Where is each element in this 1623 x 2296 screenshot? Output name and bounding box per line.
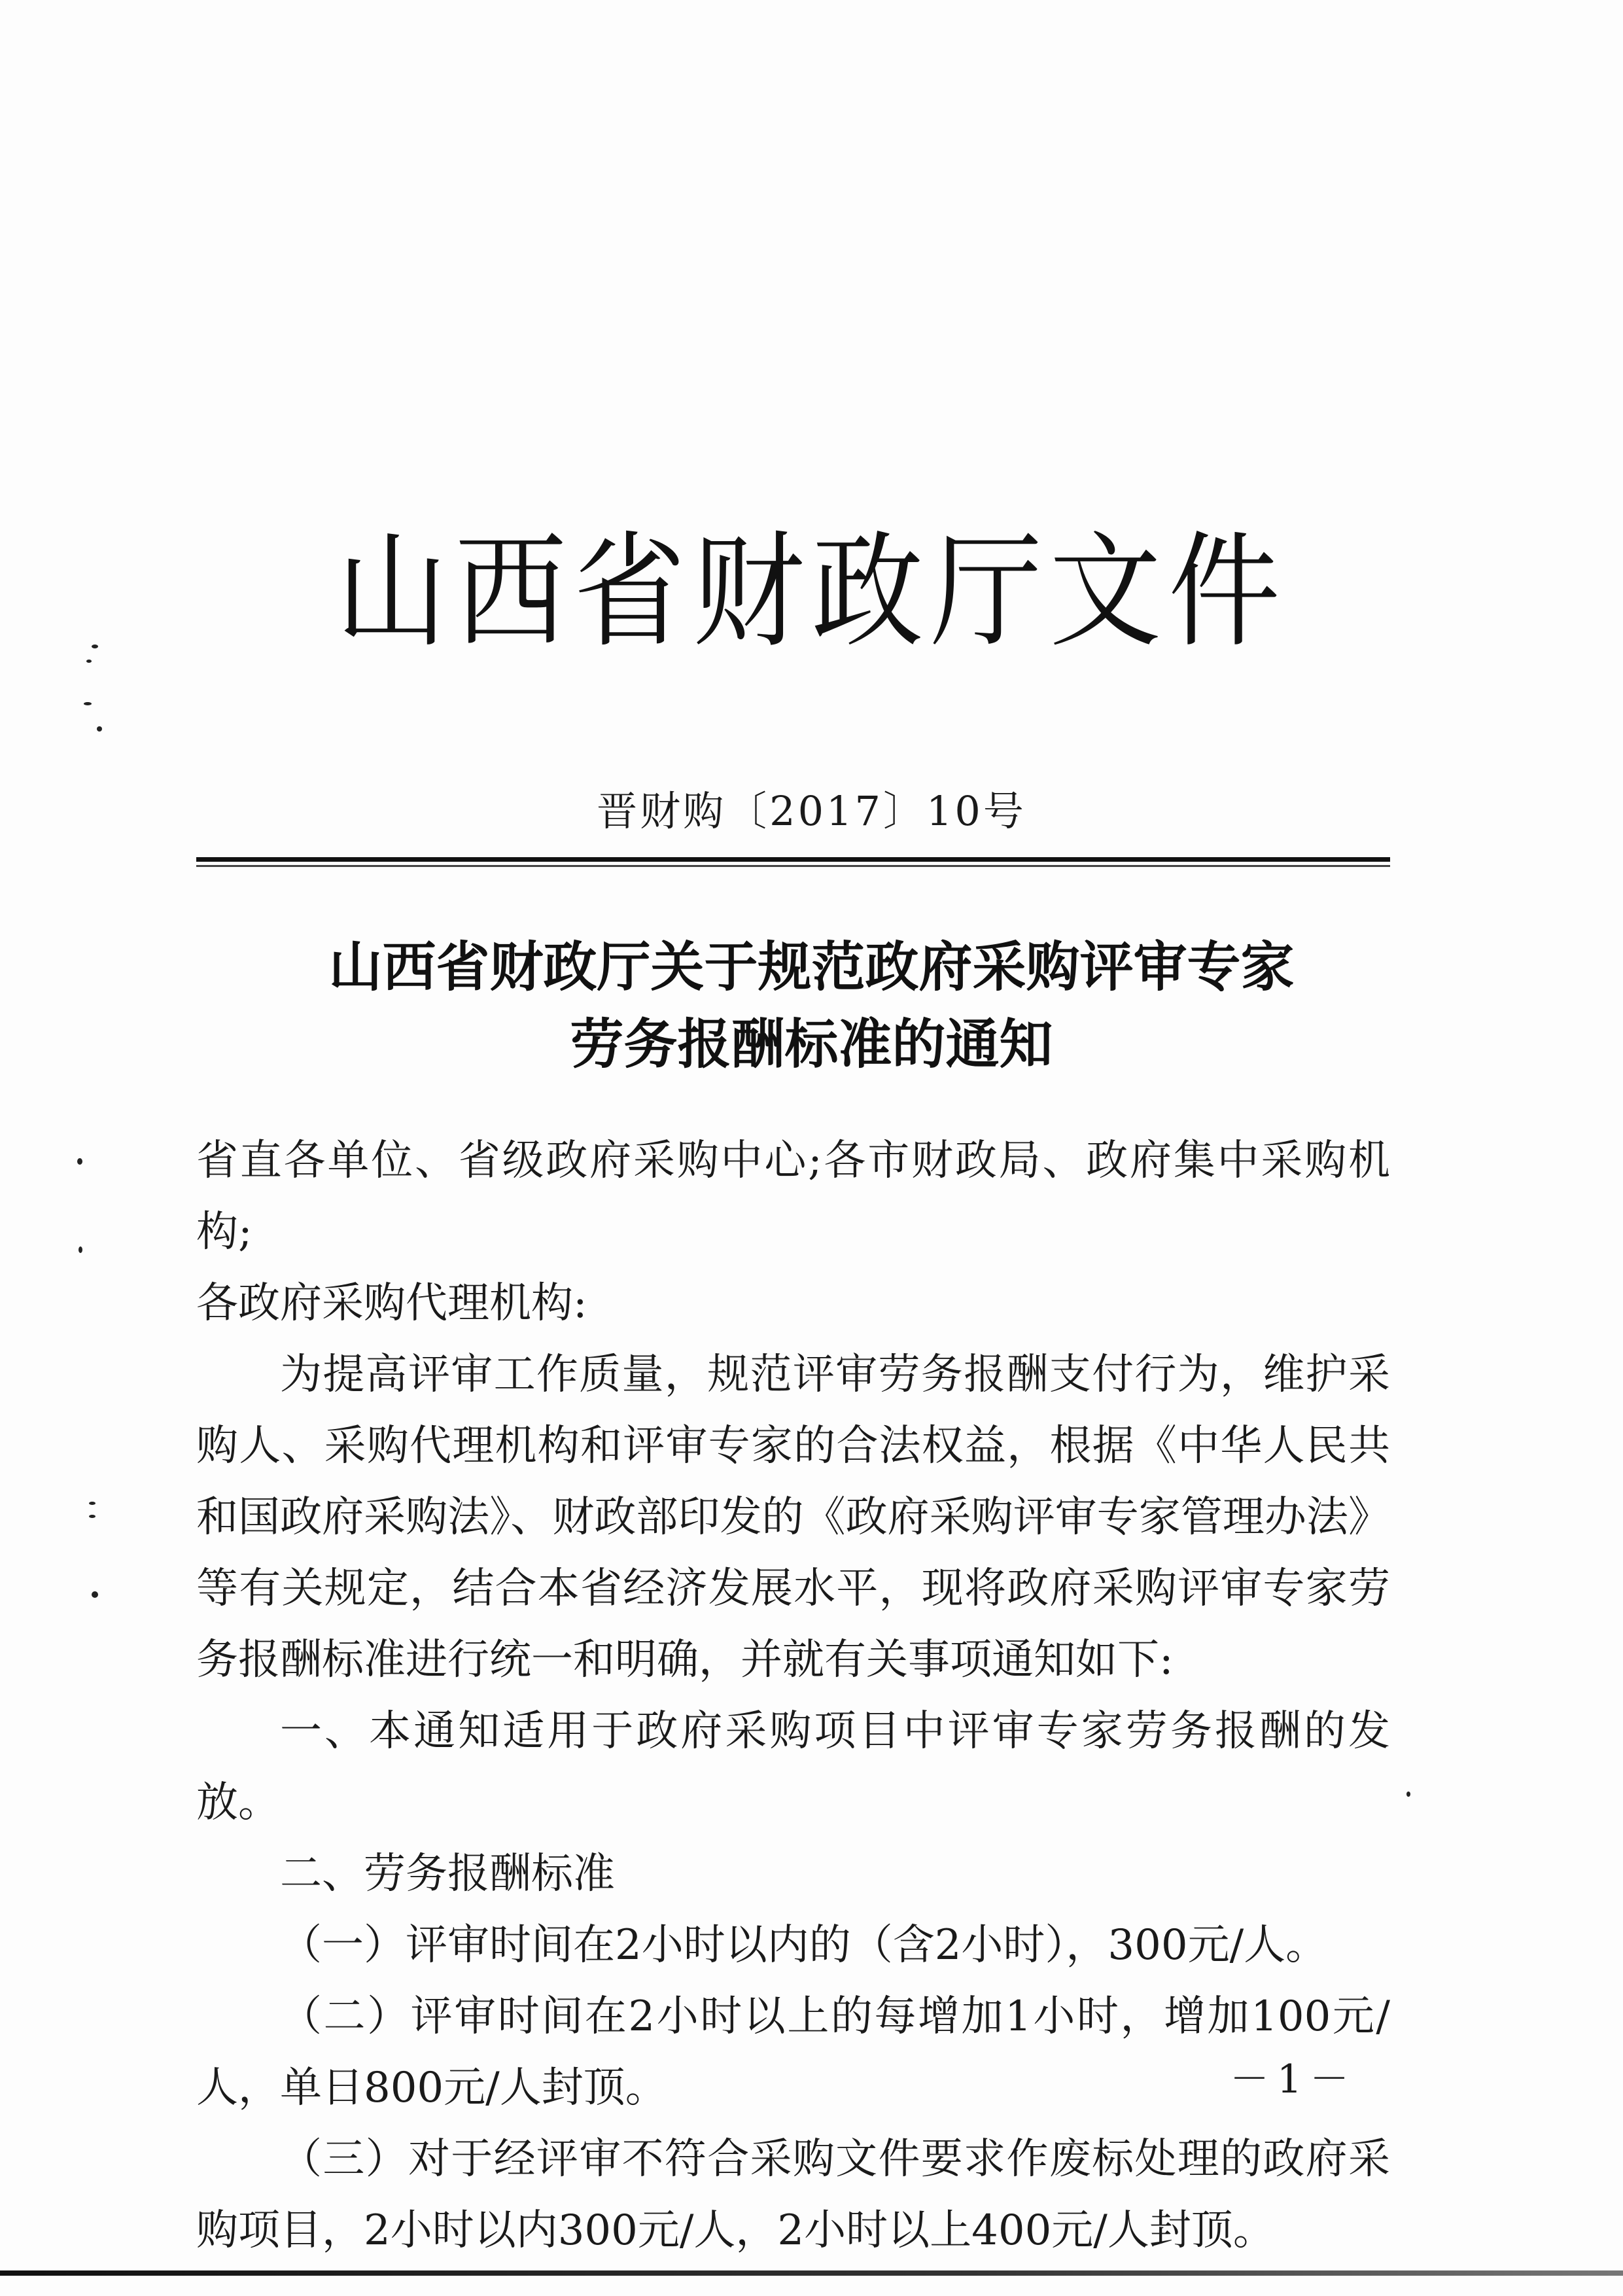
addressee-line-2: 各政府采购代理机构: [196,1279,587,1328]
scan-speck [92,645,98,648]
scan-speck [89,1515,96,1518]
scan-speck [79,1246,82,1253]
scan-speck [89,1502,96,1505]
scan-speck [77,1158,82,1165]
scan-speck [1406,1792,1410,1797]
scan-speck [84,702,92,705]
scan-speck [97,726,102,732]
addressee-line-1: 省直各单位、省级政府采购中心;各市财政局、政府集中采购机构; [196,1137,1390,1256]
item-2-3: （三）对于经评审不符合采购文件要求作废标处理的政府采购项目，2小时以内300元/人，2小时以上400元/人封顶。 [196,2135,1390,2255]
header-divider-thick [196,857,1390,862]
document-number: 晋财购〔2017〕10号 [597,787,1026,835]
scan-speck [92,1591,98,1598]
notice-title [0,929,1623,1084]
item-2-heading: 二、劳务报酬标准 [280,1850,615,1898]
notice-title-line-2: 劳务报酬标准的通知 [570,1014,1053,1076]
intro-paragraph: 为提高评审工作质量，规范评审劳务报酬支付行为，维护采购人、采购代理机构和评审专家的合法权益，根据《中华人民共和国政府采购法》、财政部印发的《政府采购评审专家管理办法》等有关规定，结合本省经济发展水平，现将政府采购评审专家劳务报酬标准进行统一和明确，并就有关事项通知如下: [196,1351,1390,1684]
item-2-2: （二）评审时间在2小时以上的每增加1小时，增加100元/人，单日800元/人封顶。 [196,1992,1390,2112]
header-divider-thin [196,865,1390,867]
scan-speck [86,660,92,663]
notice-title-line-1: 山西省财政厅关于规范政府采购评审专家 [328,936,1295,998]
scan-bottom-edge [0,2270,1623,2276]
notice-body [196,1125,1390,2267]
item-1: 一、本通知适用于政府采购项目中评审专家劳务报酬的发放。 [196,1707,1390,1827]
item-2-1: （一）评审时间在2小时以内的（含2小时），300元/人。 [280,1921,1328,1969]
page-number: －1－ [1230,2057,1357,2102]
issuing-authority-header: 山西省财政厅文件 [336,520,1287,664]
